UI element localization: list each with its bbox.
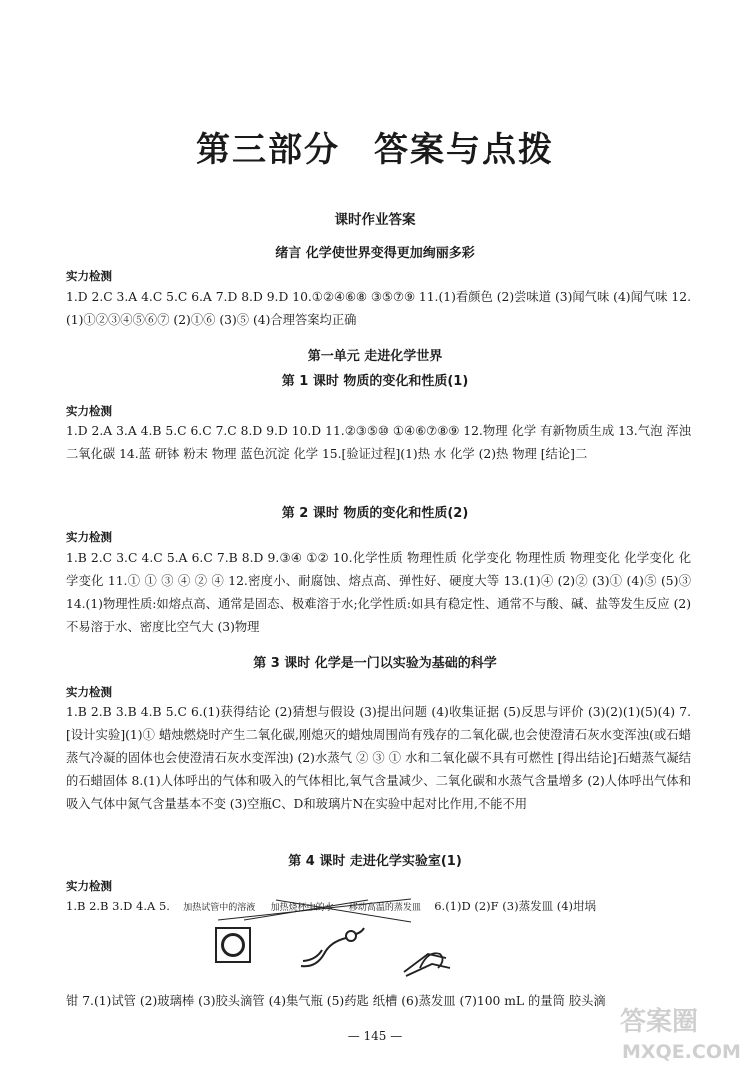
lesson3-label: 实力检测 [66,685,112,699]
match-line-3 [244,900,368,920]
tongs-icon [301,928,364,966]
dish-icon [216,928,250,962]
watermark-logo [600,1000,750,1067]
intro-answers: 1.D 2.C 3.A 4.C 5.C 6.A 7.D 8.D 9.D 10.①②④⑥⑧ ③⑤⑦⑨ 11.(1)看颜色 (2)尝味道 (3)闻气味 (4)闻气味 12.(1)①②③④⑤⑥⑦ (2)①⑥ (3)⑤ (4)合理答案均正确 [66,290,691,327]
lesson4-line2: 钳 7.(1)试管 (2)玻璃棒 (3)胶头滴管 (4)集气瓶 (5)药匙 纸槽 (6)蒸发皿 (7)100 mL 的量筒 胶头滴 [66,994,606,1008]
title-part-1: 第三部分 [196,130,340,170]
lesson2-answers: 1.B 2.C 3.C 4.C 5.A 6.C 7.B 8.D 9.③④ ①② 10.化学性质 物理性质 化学变化 物理性质 物理变化 化学变化 化学变化 11.① ① ③ ④ ② ④ 12.密度小、耐腐蚀、熔点高、弹性好、硬度大等 13.(1)④ (2)② (3)① (4)⑤ (5)③ 14.(1)物理性质:如熔点高、通常是固态、极难溶于水;化学性质:如具有稳定性、通常不与酸、碱、盐等发生反应 (2)不易溶于水、密度比空气大 (3)物理 [66,551,691,634]
lesson4-label: 实力检测 [66,879,112,893]
unit1-heading: 第一单元 走进化学世界 [307,349,443,364]
matching-figure [206,898,486,993]
page-title [0,122,750,171]
lesson4-heading: 第 4 课时 走进化学实验室(1) [288,854,462,869]
page-number: — 145 — [347,1029,403,1043]
lesson4-line1-tail: 6.(1)D (2)F (3)蒸发皿 (4)坩埚 [434,899,597,913]
lesson1-heading: 第 1 课时 物质的变化和性质(1) [281,374,469,389]
fig-label-1: 加热试管中的溶液 [183,903,256,913]
clamp-icon [404,953,450,976]
svg-text:MXQE.COM: MXQE.COM [622,1041,741,1063]
lesson1-answers: 1.D 2.A 3.A 4.B 5.C 6.C 7.C 8.D 9.D 10.D 11.②③⑤⑩ ①④⑥⑦⑧⑨ 12.物理 化学 有新物质生成 13.气泡 浑浊 二氧化碳 14.蓝 研钵 粉末 物理 蓝色沉淀 化学 15.[验证过程](1)热 水 化学 (2)热 物理 [结论]二 [66,424,691,461]
fig-label-3: 移动高温的蒸发皿 [348,903,421,913]
svg-text:答案圈: 答案圈 [620,1007,699,1037]
intro-label: 实力检测 [66,269,112,283]
lesson2-heading: 第 2 课时 物质的变化和性质(2) [281,506,469,521]
intro-heading: 绪言 化学使世界变得更加绚丽多彩 [275,246,475,261]
lesson1-label: 实力检测 [66,404,112,418]
title-part-2: 答案与点拨 [374,130,554,170]
lesson3-answers: 1.B 2.B 3.B 4.B 5.C 6.(1)获得结论 (2)猜想与假设 (3)提出问题 (4)收集证据 (5)反思与评价 (3)(2)(1)(5)(4) 7.[设计实验](1)① 蜡烛燃烧时产生二氧化碳,刚熄灭的蜡烛周围尚有残存的二氧化碳,也会使澄清石灰水变浑浊(或石蜡蒸气冷凝的固体也会使澄清石灰水变浑浊) (2)水蒸气 ② ③ ① 水和二氧化碳不具有可燃性 [得出结论]石蜡蒸气凝结的石蜡固体 8.(1)人体呼出的气体和吸入的气体相比,氧气含量减少、二氧化碳和水蒸气含量增多 (2)人体呼出气体和吸入气体中氮气含量基本不变 (3)空瓶C、D和玻璃片N在实验中起对比作用,不能不用 [66,705,691,811]
lesson3-heading: 第 3 课时 化学是一门以实验为基础的科学 [253,656,497,671]
lesson4-line1-start: 1.B 2.B 3.D 4.A 5. [66,899,170,913]
section-heading: 课时作业答案 [334,212,416,228]
fig-label-2: 加热烧杯中的水 [270,903,334,913]
lesson2-label: 实力检测 [66,530,112,544]
